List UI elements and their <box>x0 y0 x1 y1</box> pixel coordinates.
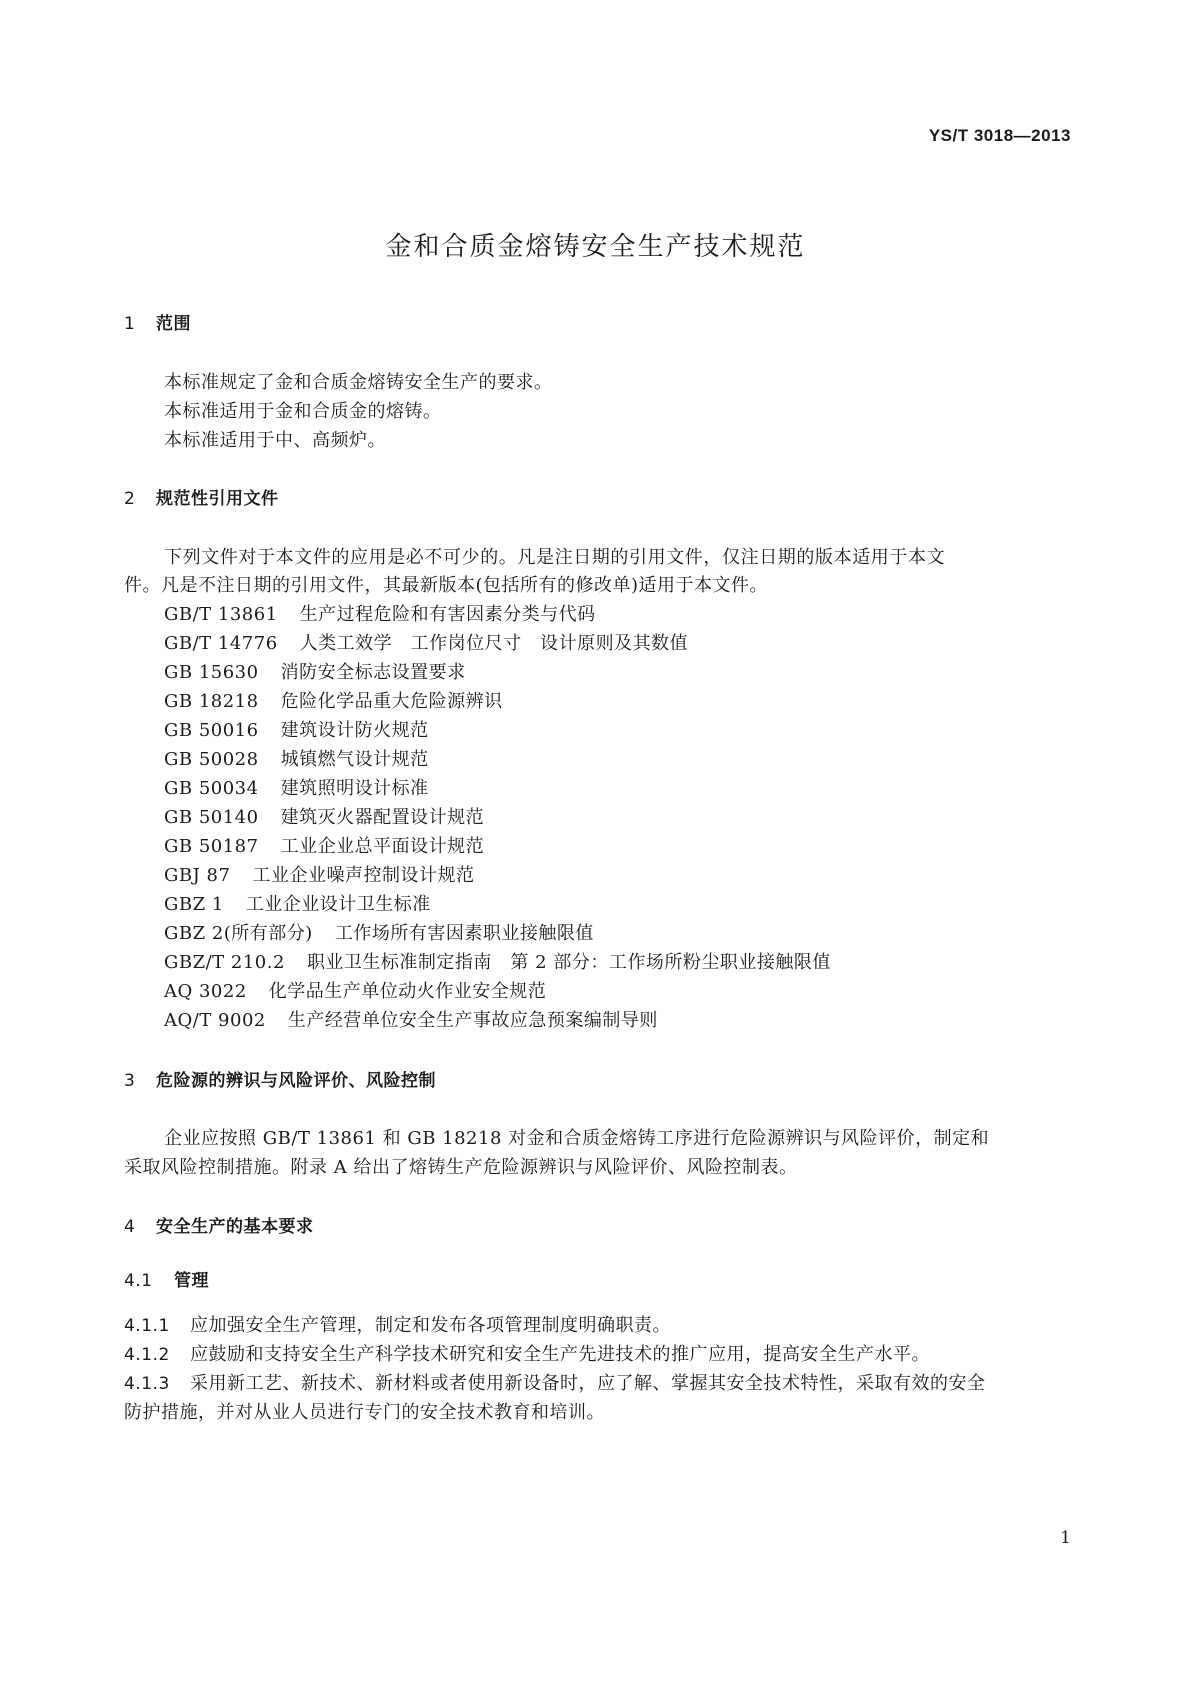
clause-number: 4.1.3 <box>124 1374 170 1394</box>
clause-continuation: 防护措施，并对从业人员进行专门的安全技术教育和培训。 <box>124 1402 605 1423</box>
subsection-title: 管理 <box>174 1271 209 1291</box>
paragraph: 企业应按照 GB/T 13861 和 GB 18218 对金和合质金熔铸工序进行危险源辨识与风险评价，制定和 <box>164 1128 990 1149</box>
page-title: 金和合质金熔铸安全生产技术规范 <box>385 232 806 262</box>
clause-text: 采用新工艺、新技术、新材料或者使用新设备时，应了解、掌握其安全技术特性，采取有效的安全 <box>190 1373 986 1394</box>
clause-text: 应鼓励和支持安全生产科学技术研究和安全生产先进技术的推广应用，提高安全生产水平。 <box>190 1344 930 1365</box>
reference-code: GB/T 14776 <box>164 633 278 654</box>
section-title: 安全生产的基本要求 <box>156 1217 314 1237</box>
paragraph: 采取风险控制措施。附录 A 给出了熔铸生产危险源辨识与风险评价、风险控制表。 <box>124 1157 798 1178</box>
reference-code: GBZ 1 <box>164 894 224 915</box>
reference-code: GB 50034 <box>164 778 259 799</box>
reference-code: GB 50016 <box>164 720 259 741</box>
reference-title: 消防安全标志设置要求 <box>280 662 466 683</box>
reference-code: AQ/T 9002 <box>164 1010 266 1031</box>
reference-title: 生产过程危险和有害因素分类与代码 <box>299 604 596 625</box>
section-number: 2 <box>124 489 136 509</box>
section-3-heading <box>124 1066 436 1091</box>
paragraph: 本标准规定了金和合质金熔铸安全生产的要求。 <box>164 372 553 393</box>
reference-code: GB 18218 <box>164 691 259 712</box>
clause-number: 4.1.1 <box>124 1316 170 1336</box>
reference-title: 工业企业总平面设计规范 <box>280 836 485 857</box>
reference-item <box>164 600 596 626</box>
reference-code: AQ 3022 <box>164 981 247 1002</box>
reference-item <box>164 658 466 684</box>
reference-item <box>164 687 503 713</box>
paragraph: 本标准适用于金和合质金的熔铸。 <box>164 401 442 422</box>
reference-item <box>164 1006 658 1032</box>
reference-code: GB 15630 <box>164 662 259 683</box>
section-number: 1 <box>124 314 136 334</box>
section-number: 4 <box>124 1217 136 1237</box>
reference-code: GBZ/T 210.2 <box>164 952 285 973</box>
reference-item <box>164 919 594 945</box>
reference-item <box>164 977 546 1003</box>
reference-code: GB 50140 <box>164 807 259 828</box>
standard-number: YS/T 3018—2013 <box>928 126 1071 145</box>
clause-item <box>124 1369 986 1395</box>
reference-item <box>164 803 484 829</box>
reference-title: 生产经营单位安全生产事故应急预案编制导则 <box>287 1010 658 1031</box>
reference-item <box>164 948 831 974</box>
reference-item <box>164 745 429 771</box>
reference-title: 化学品生产单位动火作业安全规范 <box>268 981 547 1002</box>
section-2-heading <box>124 484 279 509</box>
clause-text: 应加强安全生产管理，制定和发布各项管理制度明确职责。 <box>190 1315 671 1336</box>
reference-code: GB 50028 <box>164 749 259 770</box>
reference-title: 工业企业噪声控制设计规范 <box>252 865 475 886</box>
reference-code: GBZ 2(所有部分) <box>164 923 313 944</box>
page-number: 1 <box>1060 1528 1071 1548</box>
reference-title: 工作场所有害因素职业接触限值 <box>334 923 594 944</box>
section-1-heading <box>124 309 191 334</box>
clause-number: 4.1.2 <box>124 1345 170 1365</box>
section-4-heading <box>124 1212 314 1237</box>
reference-item <box>164 861 474 887</box>
paragraph: 本标准适用于中、高频炉。 <box>164 430 386 451</box>
section-title: 规范性引用文件 <box>156 489 279 509</box>
section-title: 范围 <box>156 314 191 334</box>
reference-code: GBJ 87 <box>164 865 231 886</box>
subsection-4-1-heading <box>124 1266 209 1291</box>
reference-item <box>164 629 688 655</box>
paragraph: 下列文件对于本文件的应用是必不可少的。凡是注日期的引用文件，仅注日期的版本适用于本文 <box>164 547 946 568</box>
clause-item <box>124 1340 930 1366</box>
reference-item <box>164 890 431 916</box>
reference-code: GB 50187 <box>164 836 259 857</box>
reference-item <box>164 832 484 858</box>
reference-item <box>164 774 429 800</box>
reference-title: 建筑设计防火规范 <box>280 720 429 741</box>
section-title: 危险源的辨识与风险评价、风险控制 <box>156 1071 436 1091</box>
reference-title: 职业卫生标准制定指南 第 2 部分：工作场所粉尘职业接触限值 <box>306 952 831 973</box>
reference-title: 工业企业设计卫生标准 <box>245 894 431 915</box>
subsection-number: 4.1 <box>124 1271 153 1291</box>
reference-title: 危险化学品重大危险源辨识 <box>280 691 503 712</box>
clause-item <box>124 1311 671 1337</box>
section-number: 3 <box>124 1071 136 1091</box>
reference-title: 建筑灭火器配置设计规范 <box>280 807 485 828</box>
reference-title: 城镇燃气设计规范 <box>280 749 429 770</box>
reference-item <box>164 716 429 742</box>
paragraph: 件。凡是不注日期的引用文件，其最新版本(包括所有的修改单)适用于本文件。 <box>124 575 769 596</box>
reference-code: GB/T 13861 <box>164 604 278 625</box>
reference-title: 建筑照明设计标准 <box>280 778 429 799</box>
reference-title: 人类工效学 工作岗位尺寸 设计原则及其数值 <box>299 633 689 654</box>
